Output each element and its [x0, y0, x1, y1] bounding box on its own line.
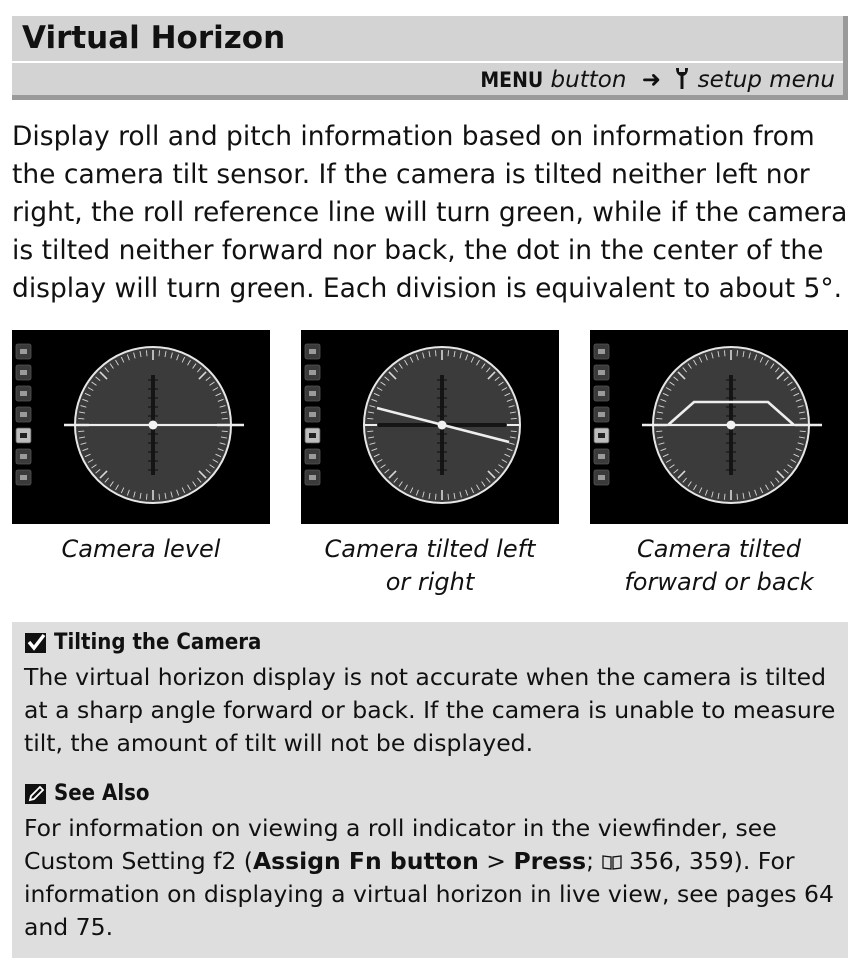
section-header — [12, 16, 848, 100]
horizon-display — [12, 330, 270, 524]
setup-tab-icon — [594, 428, 609, 443]
book-icon — [602, 854, 622, 870]
camera-tab-icon — [594, 365, 609, 380]
intro-paragraph: Display roll and pitch information based on information from the camera tilt sensor. If the camera is tilted neither left nor right, the roll reference line will turn green, while if the camera is tilted neither forward nor back, the dot in the center of the display will turn green. Each division is equivalent to about 5°. — [12, 121, 848, 304]
playback-tab-icon — [594, 344, 609, 359]
setup-menu-label: setup menu — [697, 67, 835, 93]
setup-tab-icon — [16, 428, 31, 443]
playback-tab-icon — [16, 344, 31, 359]
retouch-tab-icon — [305, 407, 320, 422]
see-also-body: For information on viewing a roll indicator in the viewfinder, see Custom Setting f2 (Assign Fn button > Press; 356, 359). For information on displaying a virtual horizon in live view, see pages 64 and 75. — [24, 814, 834, 941]
figure-tilted-forward-back — [590, 330, 848, 524]
retouch-tab-icon — [594, 407, 609, 422]
press-link: Press — [513, 847, 587, 875]
tilting-body: The virtual horizon display is not accurate when the camera is tilted at a sharp angle forward or back. If the camera is unable to measure tilt, the amount of tilt will not be displayed. — [24, 663, 836, 757]
caption-tilted-left-right: Camera tilted left or right — [324, 535, 536, 596]
pencil-icon — [24, 782, 48, 806]
header-divider — [12, 61, 843, 63]
tilting-heading: Tilting the Camera — [24, 630, 261, 655]
playback-tab-icon — [305, 344, 320, 359]
figure-tilted-left-right — [301, 330, 559, 524]
horizon-display — [590, 330, 848, 524]
custom-settings-tab-icon — [305, 386, 320, 401]
menu-label: MENU — [480, 68, 544, 92]
custom-settings-tab-icon — [16, 386, 31, 401]
caption-tilted-forward-back: Camera tilted forward or back — [624, 535, 814, 596]
horizon-display — [301, 330, 559, 524]
help-tab-icon — [305, 470, 320, 485]
figure-camera-level — [12, 330, 270, 524]
page-title: Virtual Horizon — [22, 20, 286, 56]
my-menu-tab-icon — [16, 449, 31, 464]
wrench-icon — [674, 66, 690, 90]
custom-settings-tab-icon — [594, 386, 609, 401]
center-dot — [438, 421, 447, 430]
help-tab-icon — [16, 470, 31, 485]
arrow-icon: ➜ — [641, 67, 662, 93]
caption-camera-level: Camera level — [61, 535, 221, 563]
menu-path — [480, 66, 835, 93]
button-label: button — [550, 67, 627, 93]
checkmark-icon — [24, 631, 48, 655]
my-menu-tab-icon — [594, 449, 609, 464]
help-tab-icon — [594, 470, 609, 485]
see-also-heading: See Also — [24, 781, 149, 806]
assign-fn-link: Assign Fn button — [252, 847, 479, 875]
my-menu-tab-icon — [305, 449, 320, 464]
notes-panel — [12, 622, 848, 958]
camera-tab-icon — [16, 365, 31, 380]
camera-tab-icon — [305, 365, 320, 380]
retouch-tab-icon — [16, 407, 31, 422]
setup-tab-icon — [305, 428, 320, 443]
center-dot — [727, 421, 736, 430]
center-dot — [149, 421, 158, 430]
